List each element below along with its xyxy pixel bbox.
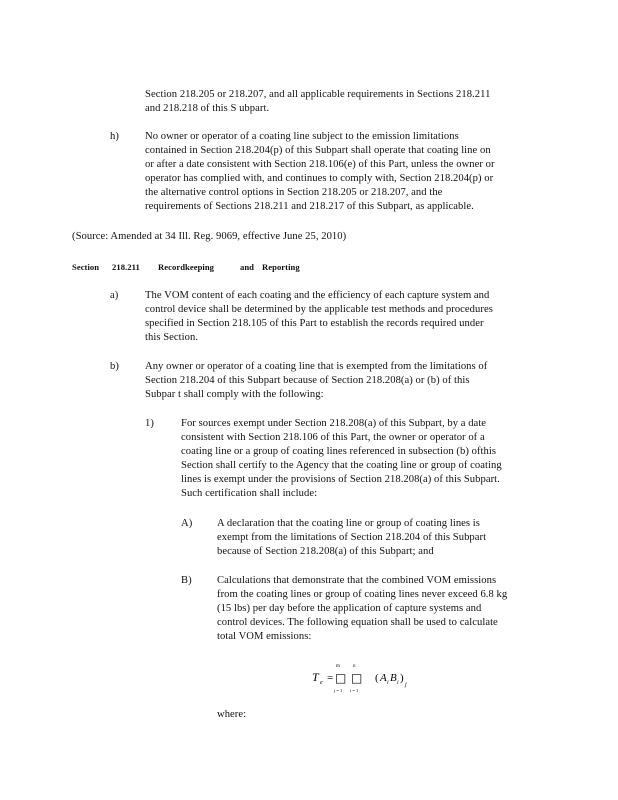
text-line: control devices. The following equation shall be used to calculate [217,617,498,628]
formula-close-paren: ) [400,672,404,684]
item-a-marker: a) [110,290,119,301]
formula-lower-limit-2: i = 1 [350,688,359,693]
formula-open-paren: ( [375,672,379,684]
text-line: or after a date consistent with Section 218.106(e) of this Part, unless the owner or [145,159,495,170]
section-title-part2: Reporting [262,262,300,272]
item-A-paragraph [217,517,486,559]
item-h-paragraph [145,130,495,214]
item-B-marker: B) [181,575,192,586]
text-line: this Section. [145,332,199,343]
item-h-marker: h) [110,131,119,142]
vom-emissions-equation [312,661,432,697]
formula-term-a-subscript: i [387,680,389,686]
continuation-paragraph [145,88,490,116]
formula-lower-limit-1: j = 1 [334,688,343,693]
text-line: No owner or operator of a coating line subject to the emission limitations [145,131,459,142]
item-A-marker: A) [181,518,193,529]
text-line: lines is exempt under the provisions of Section 218.208(a) of this Subpart. [181,474,500,485]
section-label: Section [72,262,100,272]
item-b-marker: b) [110,361,119,372]
formula-lhs: T [312,670,319,684]
section-title-and: and [240,262,255,272]
text-line: specified in Section 218.105 of this Part to establish the records required under [145,318,484,329]
text-line: control device shall be determined by the applicable test methods and procedures [145,304,493,315]
section-title-part1: Recordkeeping [158,262,215,272]
text-line: A declaration that the coating line or group of coating lines is [217,518,480,529]
formula-upper-limit-2: n [353,664,356,669]
section-number: 218.211 [112,262,140,272]
text-line: Section 218.204 of this Subpart because of Section 218.208(a) or (b) of this [145,375,470,386]
text-line: and 218.218 of this S ubpart. [145,103,270,114]
formula-term-b: B [390,672,397,684]
text-line: Section shall certify to the Agency that the coating line or group of coating [181,460,502,471]
item-b-paragraph [145,360,487,402]
text-line: Any owner or operator of a coating line that is exempted from the limitations of [145,361,488,372]
text-line: The VOM content of each coating and the efficiency of each capture system and [145,290,490,301]
text-line: requirements of Sections 218.211 and 218.217 of this Subpart, as applicable. [145,201,474,212]
formula-lhs-subscript: e [320,680,323,686]
text-line: total VOM emissions: [217,631,312,642]
formula-term-a: A [380,672,387,684]
formula-sigma-2: □ [351,671,363,685]
text-line: operator has complied with, and continues to comply with, Section 218.204(p) or [145,173,494,184]
text-line: coating line or a group of coating lines referenced in subsection (b) ofthis [181,446,497,457]
text-line: For sources exempt under Section 218.208(a) of this Subpart, by a date [181,418,487,429]
formula-sigma-1: □ [335,671,347,685]
item-b1-marker: 1) [145,418,154,429]
text-line: from the coating lines or group of coating lines never exceed 6.8 kg [217,589,508,600]
formula-upper-limit-1: m [336,664,340,669]
formula-equals: = [327,672,334,684]
item-b1-paragraph [181,417,502,501]
item-a-paragraph [145,289,493,345]
source-note: (Source: Amended at 34 Ill. Reg. 9069, effective June 25, 2010) [72,231,347,242]
text-line: Subpar t shall comply with the following: [145,389,324,400]
formula-term-b-subscript: i [397,680,399,686]
text-line: contained in Section 218.204(p) of this Subpart shall operate that coating line on [145,145,491,156]
text-line: consistent with Section 218.106 of this Part, the owner or operator of a [181,432,485,443]
text-line: because of Section 218.208(a) of this Subpart; and [217,546,434,557]
formula-term-subscript: j [405,682,407,688]
text-line: Such certification shall include: [181,488,318,499]
item-B-paragraph [217,574,507,644]
where-label: where: [217,709,247,720]
text-line: the alternative control options in Section 218.205 or 218.207, and the [145,187,443,198]
text-line: Calculations that demonstrate that the combined VOM emissions [217,575,497,586]
text-line: exempt from the limitations of Section 218.204 of this Subpart [217,532,487,543]
text-line: Section 218.205 or 218.207, and all applicable requirements in Sections 218.211 [145,89,491,100]
text-line: (15 lbs) per day before the application of capture systems and [217,603,482,614]
